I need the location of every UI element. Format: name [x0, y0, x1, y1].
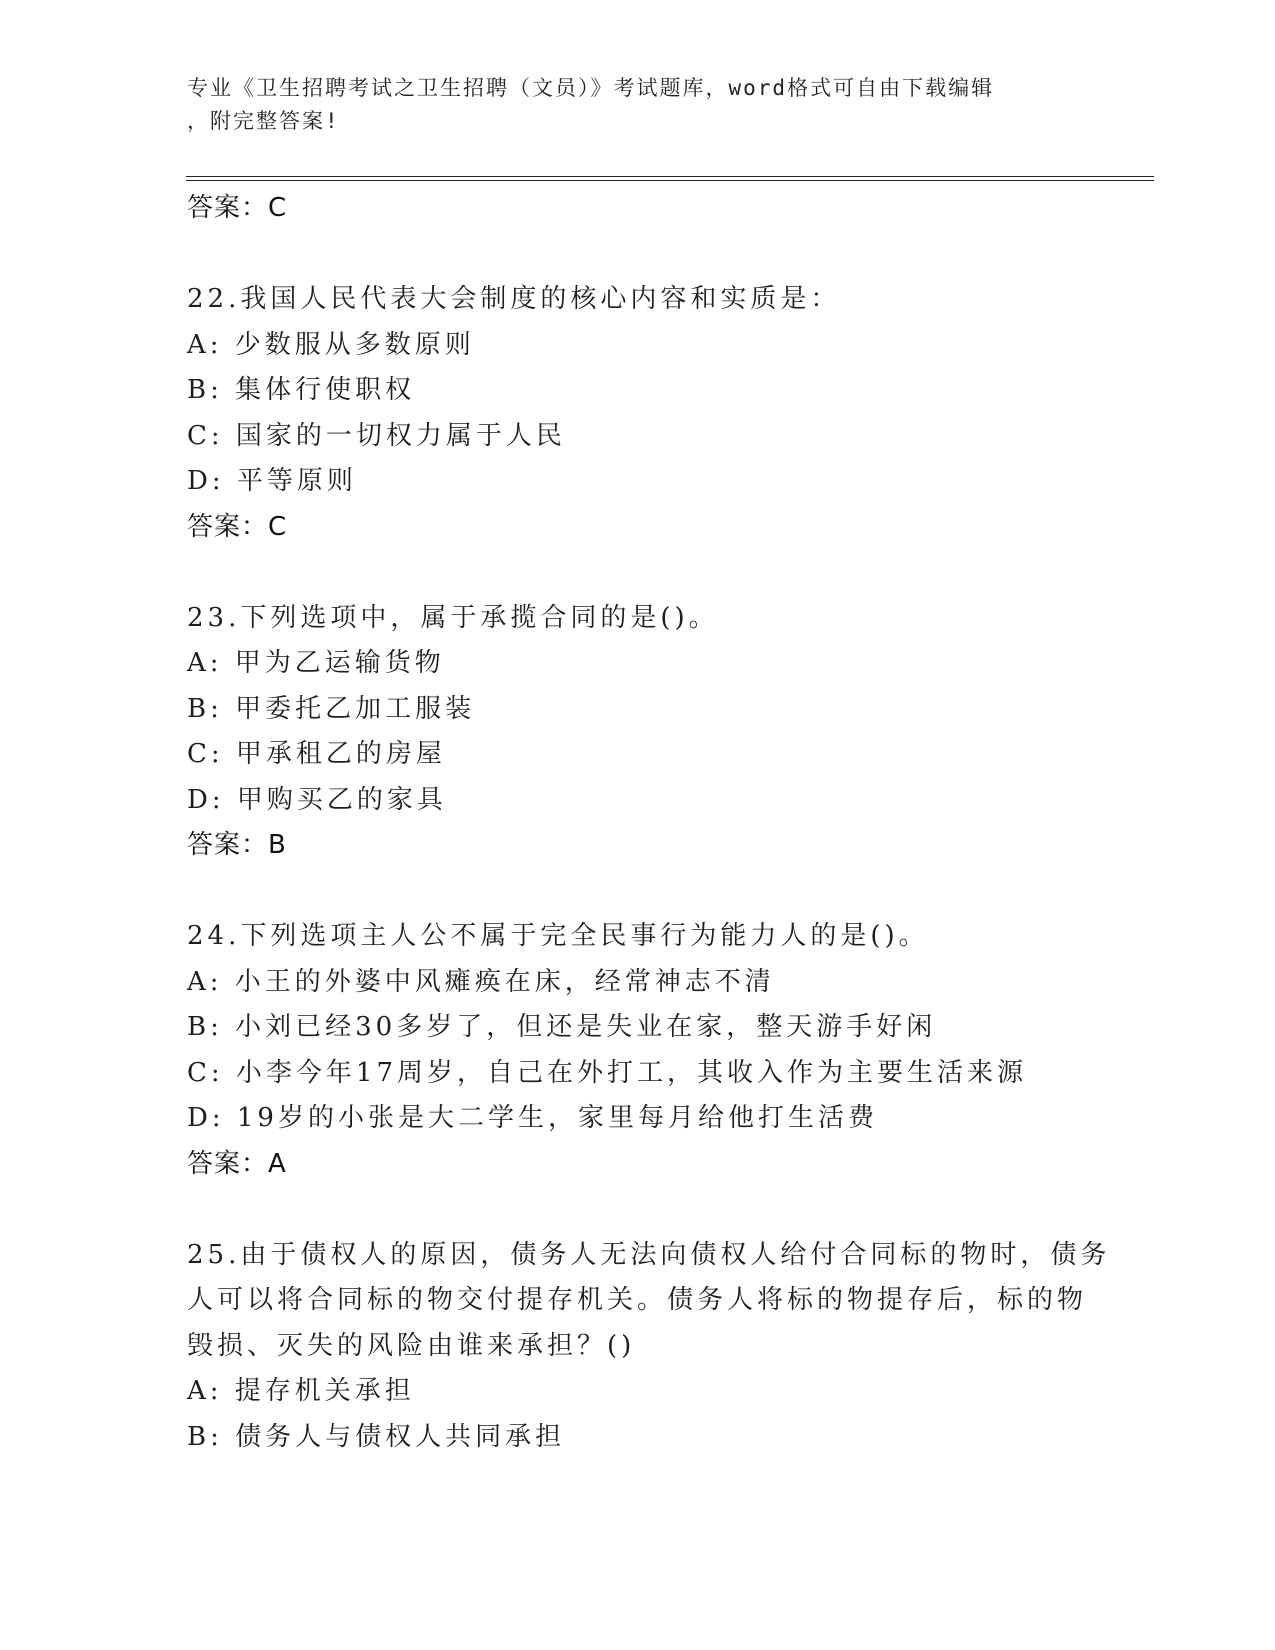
option-a: A: 少数服从多数原则	[187, 329, 475, 360]
question-list	[187, 186, 1111, 1460]
option-c: C: 甲承租乙的房屋	[187, 739, 446, 769]
question-text-line-1: 25.由于债权人的原因，债务人无法向债权人给付合同标的物时，债务	[187, 1239, 1111, 1270]
option-d: D: 甲购买乙的家具	[187, 784, 447, 815]
question-23	[187, 596, 1087, 868]
option-d: D: 平等原则	[187, 466, 357, 496]
question-text: 22.我国人民代表大会制度的核心内容和实质是：	[187, 284, 841, 314]
option-d: D: 19岁的小张是大二学生，家里每月给他打生活费	[187, 1103, 878, 1133]
document-header	[187, 72, 1087, 138]
option-b: B: 债务人与债权人共同承担	[187, 1421, 566, 1452]
header-line-2: ，附完整答案!	[187, 109, 340, 133]
question-text-line-3: 毁损、灭失的风险由谁来承担？()	[187, 1330, 636, 1361]
option-b: B: 集体行使职权	[187, 375, 416, 405]
question-text: 24.下列选项主人公不属于完全民事行为能力人的是()。	[187, 921, 929, 951]
answer-line: 答案：A	[187, 1148, 287, 1179]
answer-line: 答案：C	[187, 193, 288, 223]
answer-line: 答案：B	[187, 830, 287, 860]
question-22	[187, 277, 1087, 549]
header-line-1: 专业《卫生招聘考试之卫生招聘（文员）》考试题库，word格式可自由下载编辑	[187, 76, 995, 100]
option-c: C: 小李今年17周岁，自己在外打工，其收入作为主要生活来源	[187, 1057, 1028, 1088]
header-divider	[186, 176, 1154, 181]
option-a: A: 提存机关承担	[187, 1376, 415, 1406]
option-b: B: 甲委托乙加工服装	[187, 693, 476, 724]
option-a: A: 小王的外婆中风瘫痪在床，经常神志不清	[187, 966, 775, 997]
question-25	[187, 1233, 1111, 1461]
option-c: C: 国家的一切权力属于人民	[187, 420, 566, 451]
question-24	[187, 914, 1087, 1186]
option-b: B: 小刘已经30多岁了，但还是失业在家，整天游手好闲	[187, 1012, 937, 1042]
question-text: 23.下列选项中，属于承揽合同的是()。	[187, 602, 719, 633]
answer-line: 答案：C	[187, 511, 288, 542]
option-a: A: 甲为乙运输货物	[187, 648, 445, 678]
question-text-line-2: 人可以将合同标的物交付提存机关。债务人将标的物提存后，标的物	[187, 1285, 1088, 1315]
